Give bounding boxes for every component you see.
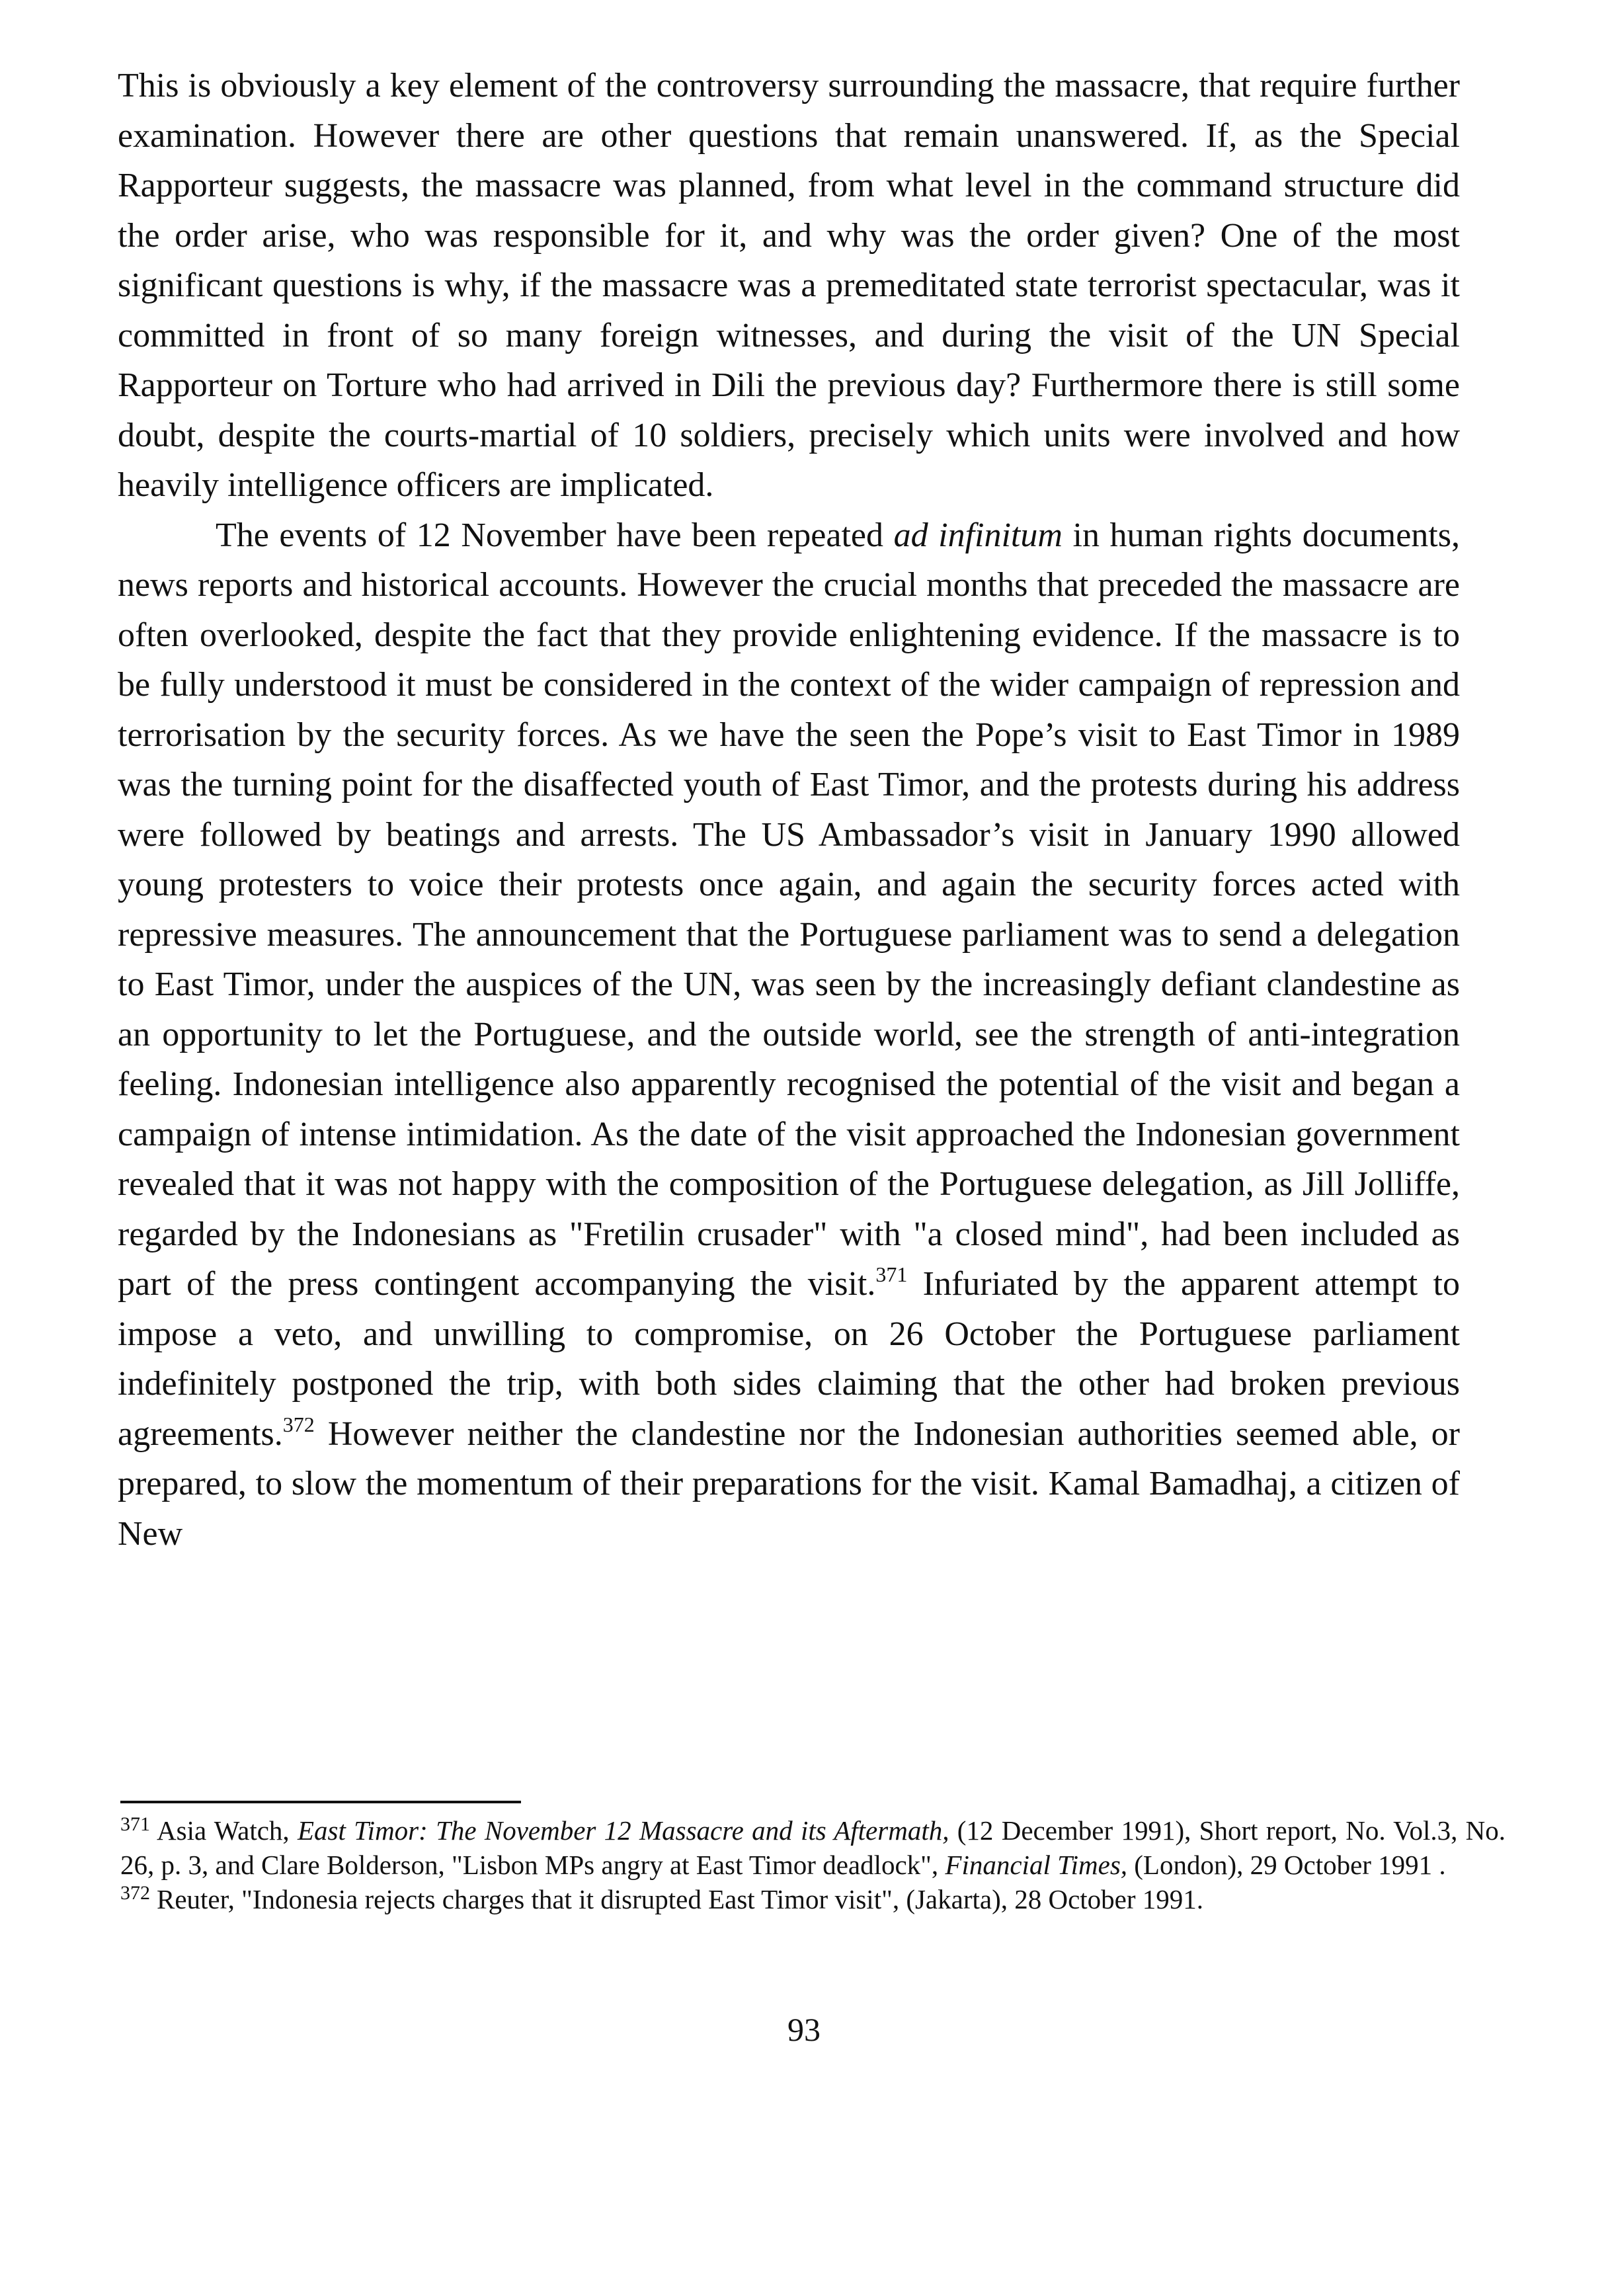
body-text — [118, 61, 1460, 1559]
paragraph-1 — [118, 61, 1460, 511]
footnote-number: 371 — [120, 1813, 150, 1835]
italic-phrase: ad infinitum — [893, 516, 1063, 554]
footnote-divider — [120, 1801, 521, 1803]
footnote-text-c: (London), 29 October 1991 . — [1127, 1850, 1446, 1880]
paragraph-2-text-a: The events of 12 November have been repeated — [216, 516, 894, 554]
footnote-journal-title: Financial Times, — [945, 1850, 1128, 1880]
footnote-371 — [120, 1813, 1506, 1882]
page-number: 93 — [787, 2011, 821, 2048]
paragraph-2 — [118, 511, 1460, 1559]
paragraph-2-text-b: in human rights documents, news reports and historical accounts. However the crucial months that preceded the massacre are often overlooked, despite the fact that they provide enlightening evidence. If the massacre is to be fully understood it must be considered in the context of the wider campaign of repression and terrorisation by the security forces. As we have the seen the Pope’s visit to East Timor in 1989 was the turning point for the disaffected youth of East Timor, and the protests during his address were followed by beatings and arrests. The US Ambassador’s visit in January 1990 allowed young protesters to voice their protests once again, and again the security forces acted with repressive measures. The announcement that the Portuguese parliament was to send a delegation to East Timor, under the auspices of the UN, was seen by the increasingly defiant clandestine as an opportunity to let the Portuguese, and the outside world, see the strength of anti-integration feeling. Indonesian intelligence also apparently recognised the potential of the visit and began a campaign of intense intimidation. As the date of the visit approached the Indonesian government revealed that it was not happy with the composition of the Portuguese delegation, as Jill Jolliffe, regarded by the Indonesians as "Fretilin crusader" with "a closed mind", had been included as part of the press contingent accompanying the visit. — [118, 516, 1460, 1303]
paragraph-2-text-d: However neither the clandestine nor the Indonesian authorities seemed able, or prepared, to slow the momentum of their preparations for the visit. Kamal Bamadhaj, a citizen of New — [118, 1414, 1460, 1553]
footnote-text-b: (12 December 1991), Short report, No. Vol.3, No. 26, p. 3, and Clare Bolderson, "Lisbon MPs angry at East Timor deadlock", — [120, 1815, 1506, 1880]
footnote-ref-371: 371 — [875, 1262, 908, 1286]
footnote-ref-372: 372 — [282, 1412, 315, 1436]
footnote-number: 372 — [120, 1882, 150, 1904]
footnote-text-a: Asia Watch, — [157, 1815, 298, 1846]
footnote-372 — [120, 1882, 1506, 1916]
footnote-text: Reuter, "Indonesia rejects charges that it disrupted East Timor visit", (Jakarta), 28 October 1991. — [157, 1884, 1204, 1914]
paragraph-1-text: This is obviously a key element of the controversy surrounding the massacre, that require further examination. However there are other questions that remain unanswered. If, as the Special Rapporteur suggests, the massacre was planned, from what level in the command structure did the order arise, who was responsible for it, and why was the order given? One of the most significant questions is why, if the massacre was a premeditated state terrorist spectacular, was it committed in front of so many foreign witnesses, and during the visit of the UN Special Rapporteur on Torture who had arrived in Dili the previous day? Furthermore there is still some doubt, despite the courts-martial of 10 soldiers, precisely which units were involved and how heavily intelligence officers are implicated. — [118, 67, 1460, 504]
paragraph-2-text-c: Infuriated by the apparent attempt to impose a veto, and unwilling to compromise, on 26 October the Portuguese parliament indefinitely postponed the trip, with both sides claiming that the other had broken previous agreements. — [118, 1265, 1460, 1453]
footnote-report-title: East Timor: The November 12 Massacre and its Aftermath, — [297, 1815, 949, 1846]
footnotes — [120, 1813, 1506, 1916]
